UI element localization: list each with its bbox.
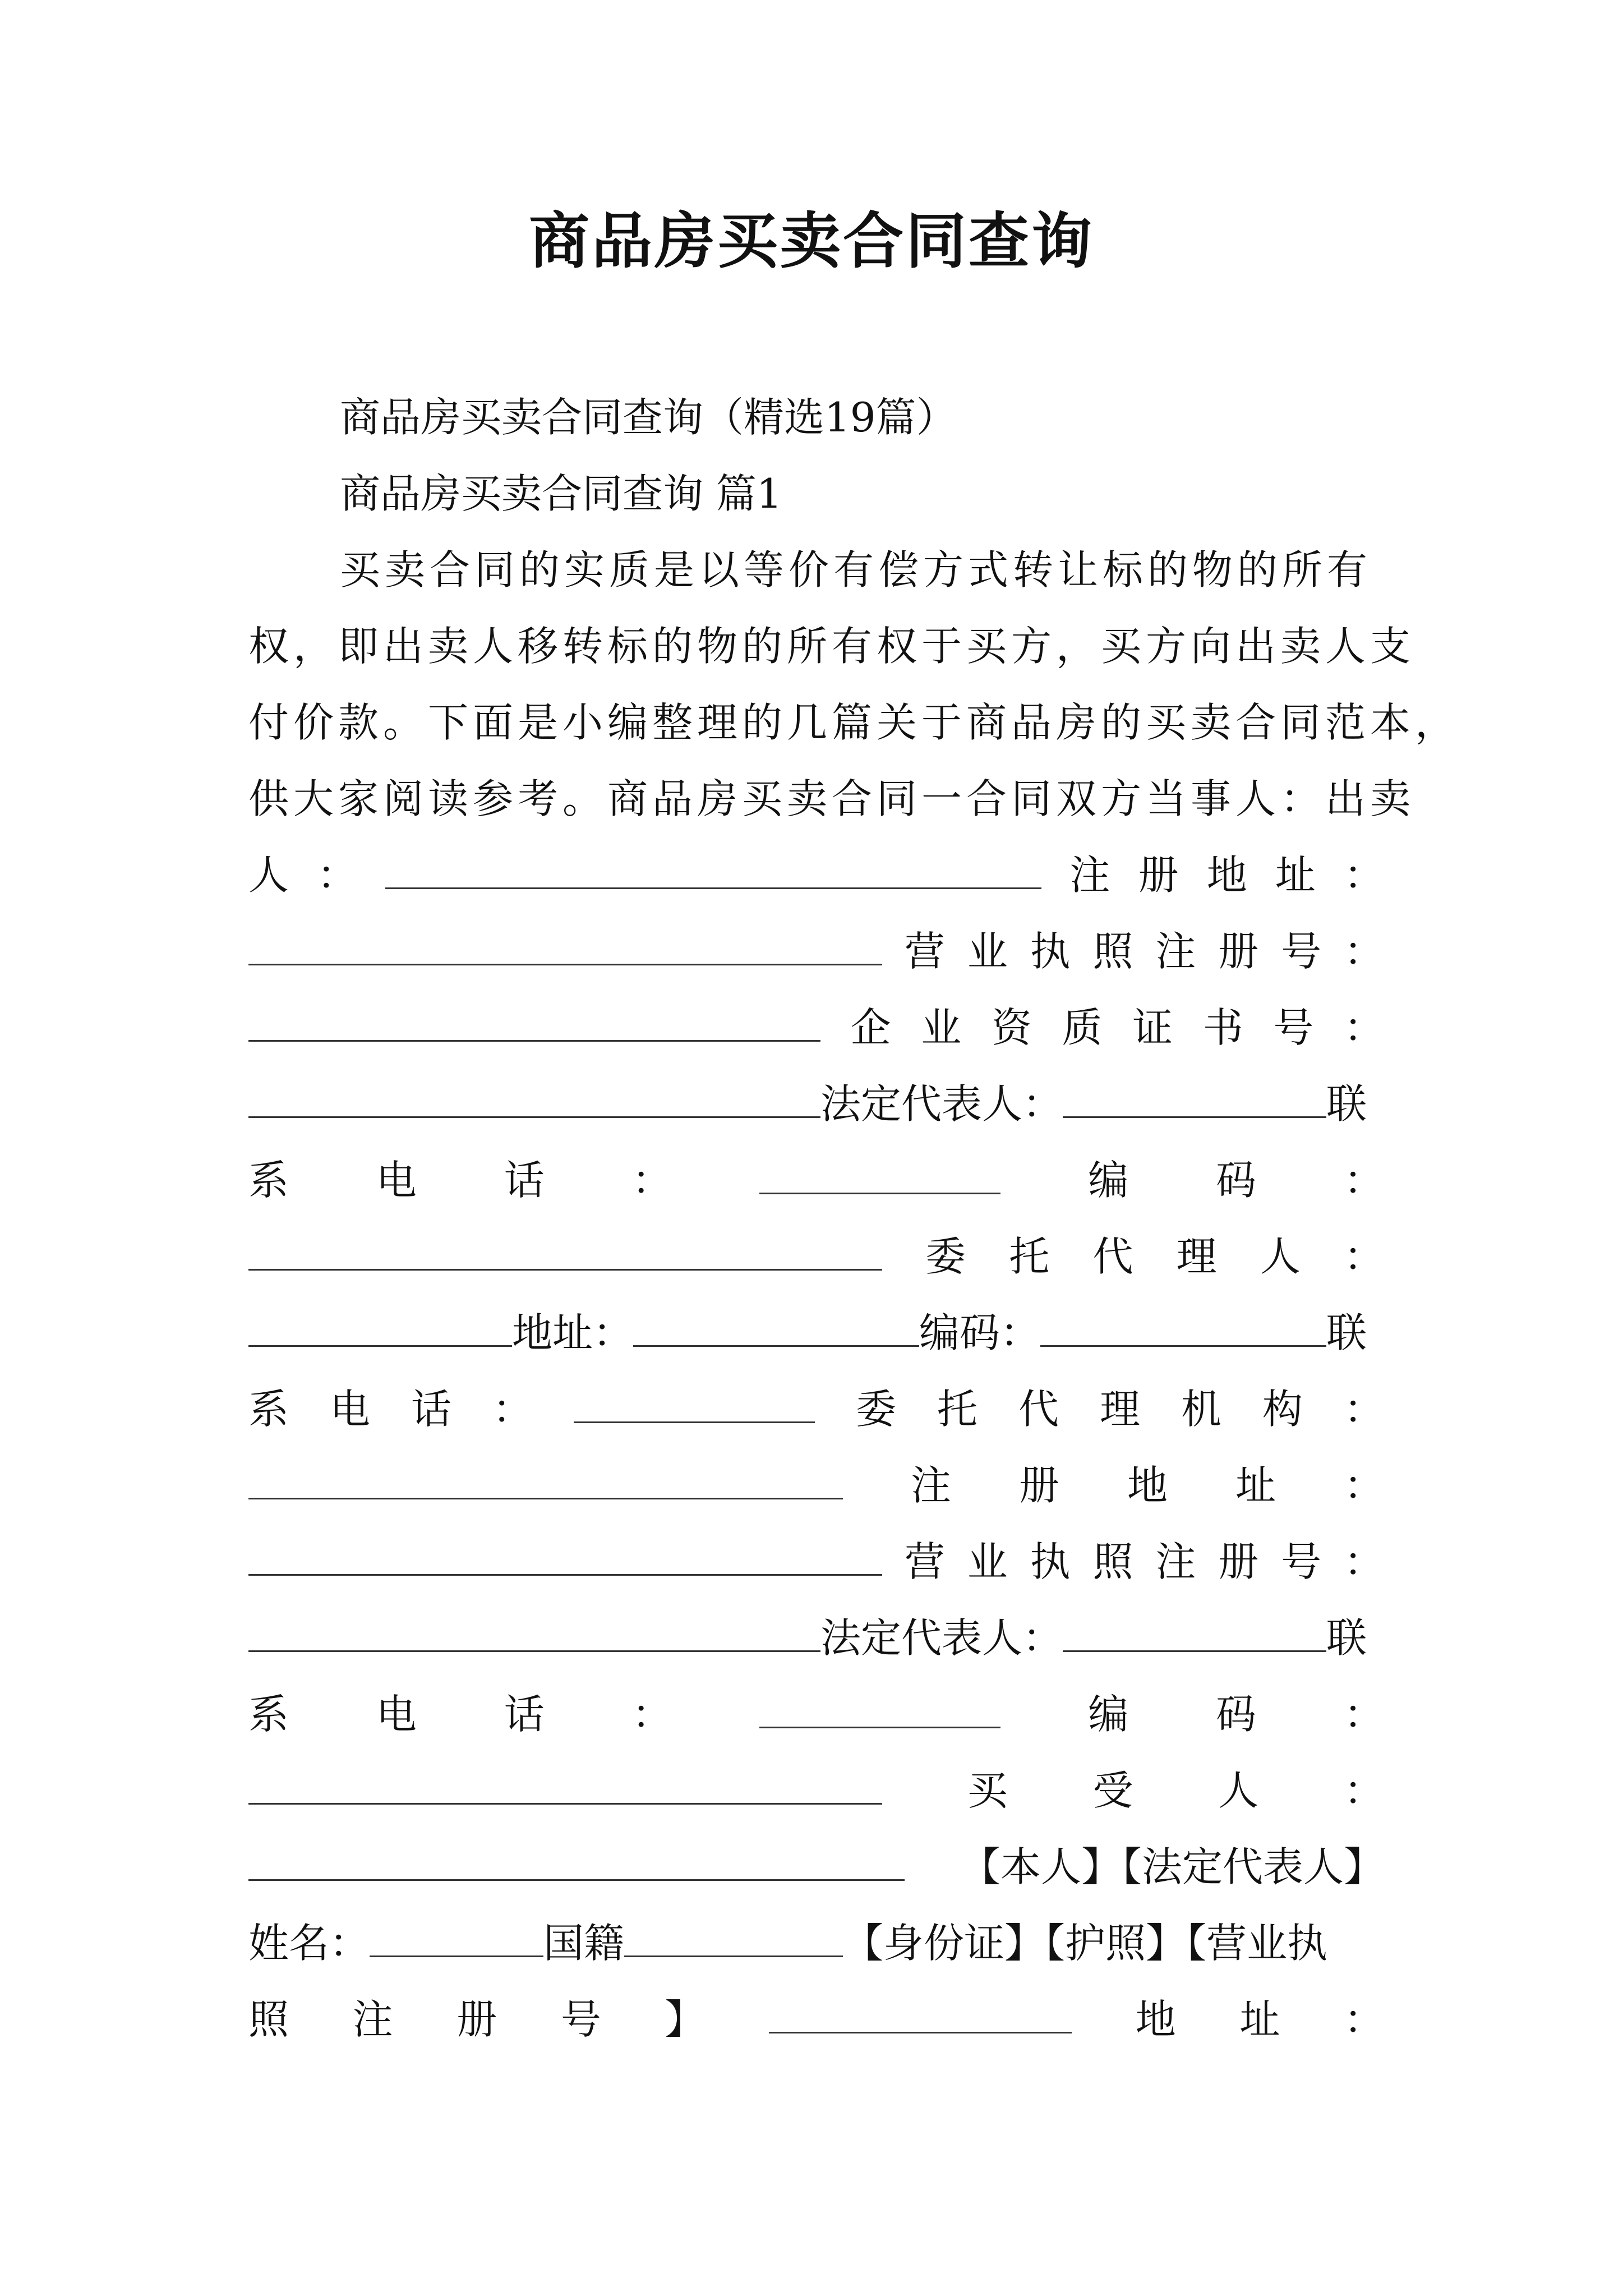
label-char: 代 [1018,1386,1059,1433]
label-char: 营 [904,1538,945,1585]
label-char: 托 [1009,1233,1050,1280]
label-char: 质 [1062,1004,1103,1051]
blank-reg-address[interactable] [248,928,882,965]
chapter-heading: 商品房买卖合同查询 篇1 [340,470,782,517]
label-char: ： [492,1386,533,1433]
label-char: 注 [352,1996,393,2043]
label-char: 注 [1155,928,1196,975]
label-char: 资 [991,1004,1032,1051]
blank-agency-legal-rep[interactable] [1063,1614,1326,1652]
label-char: 理 [1099,1386,1140,1433]
label-char: 企 [850,1004,891,1051]
label-char: 照 [1092,928,1133,975]
paragraph-line-1: 买卖合同的实质是以等价有偿方式转让标的物的所有 [340,546,1372,593]
paragraph-line-3: 付价款。下面是小编整理的几篇关于商品房的买卖合同范本， [248,699,1460,746]
label-char: ： [1343,1233,1384,1280]
form-line-buyer-license [248,1981,1384,2058]
label-char: 代 [1092,1233,1133,1280]
label-char: 系 [248,1157,289,1204]
label-char: 地 [1127,1462,1168,1509]
label-char: 照 [248,1996,289,2043]
label-char: 册 [457,1996,497,2043]
blank-agent-phone[interactable] [574,1386,815,1423]
label-char: 证 [1132,1004,1173,1051]
blank-agency-reg-address[interactable] [248,1538,882,1576]
blank-license-no[interactable] [248,1004,820,1042]
label-char: 地 [1135,1996,1176,2043]
label-char: 码 [1216,1157,1257,1204]
label-char: ： [631,1691,672,1738]
label-char: 址 [1235,1462,1276,1509]
form-line-phone [248,1142,1384,1218]
blank-agency-license-no[interactable] [248,1614,820,1652]
blank-buyer[interactable] [248,1843,905,1881]
label-char: 册 [1218,1538,1259,1585]
label-char: ： [1343,1386,1384,1433]
form-line-buyer-rep [248,1829,1384,1905]
lian-char: 联 [1326,1614,1367,1662]
label-char: ： [1343,1691,1384,1738]
label-char: ： [1343,1767,1384,1814]
label-char: 人 [248,852,289,899]
legal-rep-label: 法定代表人： [820,1614,1063,1662]
lian-char: 联 [1326,1080,1367,1128]
label-char: 号 [560,1996,601,2043]
label-char: 编 [1088,1691,1129,1738]
blank-agent[interactable] [248,1309,512,1347]
blank-qualification-no[interactable] [248,1080,820,1118]
label-char: 理 [1176,1233,1217,1280]
label-char: 书 [1202,1004,1243,1051]
form-line-agency-reg-address [248,1447,1384,1524]
label-char: ： [1343,1157,1384,1204]
blank-agency-code[interactable] [248,1767,882,1805]
blank-agent-code[interactable] [1040,1309,1326,1347]
form-line-agency-phone [248,1676,1384,1752]
form-line-buyer [248,1752,1384,1829]
form-line-seller [248,837,1384,913]
label-char: 编 [1088,1157,1129,1204]
label-char: 人 [1260,1233,1301,1280]
form-line-legal-rep [248,1066,1384,1142]
label-char: ： [1343,1462,1384,1509]
label-char: 电 [330,1386,371,1433]
code-label: 编码： [919,1309,1041,1356]
paragraph-line-4: 供大家阅读参考。商品房买卖合同一合同双方当事人：出卖 [248,775,1415,822]
label-char: 买 [967,1767,1008,1814]
label-char: 业 [967,928,1008,975]
label-char: 执 [1030,928,1071,975]
id-types-label: 【身份证】【护照】【营业执 [843,1920,1328,1967]
blank-phone[interactable] [759,1157,1000,1194]
label-char: 业 [967,1538,1008,1585]
subtitle: 商品房买卖合同查询（精选19篇） [340,394,957,441]
self-or-legal-rep: 【本人】【法定代表人】 [960,1843,1384,1890]
nationality-label: 国籍 [543,1920,625,1967]
label-char: 业 [921,1004,962,1051]
label-char: ： [1343,852,1384,899]
label-char: 册 [1138,852,1179,899]
blank-buyer-name[interactable] [370,1920,543,1957]
label-char: 话 [411,1386,452,1433]
label-char: 址 [1239,1996,1280,2043]
blank-nationality[interactable] [624,1920,843,1957]
form-line-agency-legal-rep [248,1600,1384,1676]
name-label: 姓名： [248,1920,370,1967]
label-char: ： [1343,1538,1384,1585]
label-char: 号 [1281,928,1322,975]
label-char: ： [1343,928,1384,975]
label-char: 托 [937,1386,978,1433]
label-char: 构 [1262,1386,1303,1433]
label-char: 机 [1181,1386,1221,1433]
blank-code[interactable] [248,1233,882,1271]
label-char: 人 [1218,1767,1259,1814]
label-char: 电 [376,1157,417,1204]
label-char: 册 [1218,928,1259,975]
label-char: 注 [1155,1538,1196,1585]
label-char: ： [1343,1004,1384,1051]
blank-agency-phone[interactable] [759,1691,1000,1728]
label-char: 地 [1206,852,1247,899]
label-char: 受 [1092,1767,1133,1814]
label-char: 电 [376,1691,417,1738]
form-line-qualification [248,990,1384,1066]
form-line-agency-license [248,1524,1384,1600]
document-title: 商品房买卖合同查询 [528,206,1094,277]
label-char: 营 [904,928,945,975]
form-line-license [248,913,1384,990]
label-char: 委 [855,1386,896,1433]
label-char: ： [317,852,358,899]
label-char: 系 [248,1386,289,1433]
form-line-agent [248,1218,1384,1295]
label-char: 执 [1030,1538,1071,1585]
label-char: 号 [1281,1538,1322,1585]
legal-rep-label: 法定代表人： [820,1080,1063,1128]
label-char: 册 [1018,1462,1059,1509]
lian-char: 联 [1326,1309,1367,1356]
label-char: 】 [665,1996,706,2043]
label-char: 话 [504,1157,545,1204]
blank-buyer-license-no[interactable] [769,1996,1072,2033]
form-line-agent-address [248,1295,1384,1371]
label-char: 码 [1216,1691,1257,1738]
blank-agent-address[interactable] [633,1309,919,1347]
label-char: 址 [1275,852,1316,899]
blank-agency[interactable] [248,1462,843,1499]
label-char: ： [631,1157,672,1204]
label-char: 注 [910,1462,951,1509]
label-char: ： [1343,1996,1384,2043]
label-char: 系 [248,1691,289,1738]
form-line-agency [248,1371,1384,1447]
label-char: 委 [925,1233,966,1280]
label-char: 话 [504,1691,545,1738]
blank-seller[interactable] [385,852,1041,889]
paragraph-line-2: 权，即出卖人移转标的物的所有权于买方，买方向出卖人支 [248,623,1415,670]
address-label: 地址： [512,1309,634,1356]
label-char: 照 [1092,1538,1133,1585]
label-char: 注 [1069,852,1110,899]
blank-legal-rep[interactable] [1063,1080,1326,1118]
form-line-buyer-name [248,1905,1384,1981]
label-char: 号 [1273,1004,1314,1051]
